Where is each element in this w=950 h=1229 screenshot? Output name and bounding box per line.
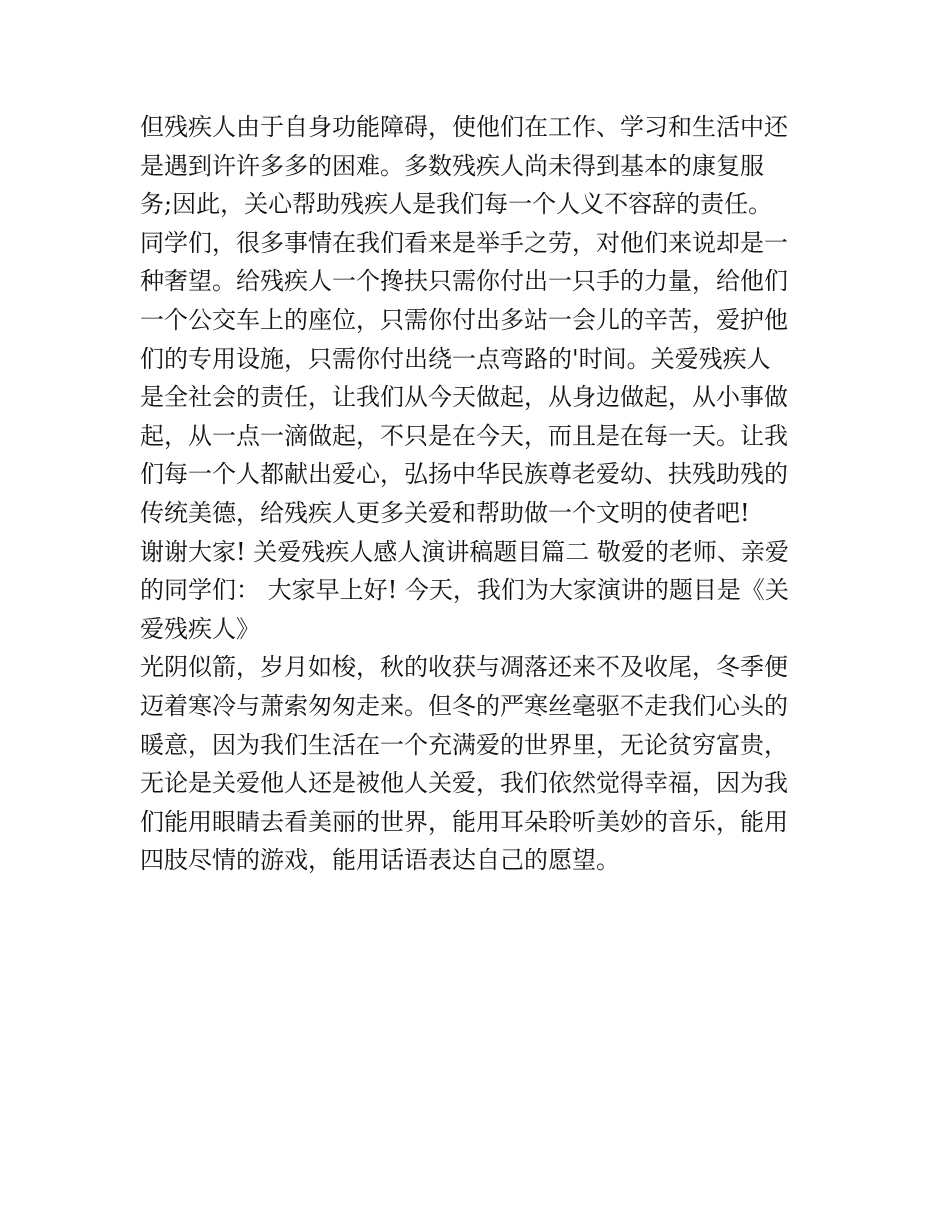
text-line: 一个公交车上的座位，只需你付出多站一会儿的辛苦，爱护他: [140, 305, 788, 334]
text-line: 种奢望。给残疾人一个搀扶只需你付出一只手的力量，给他们: [140, 267, 788, 296]
text-line: 谢谢大家! 关爱残疾人感人演讲稿题目篇二 敬爱的老师、亲爱: [140, 537, 789, 566]
text-line: 四肢尽情的游戏，能用话语表达自己的愿望。: [140, 846, 620, 875]
text-line: 迈着寒冷与萧索匆匆走来。但冬的严寒丝毫驱不走我们心头的: [140, 691, 788, 720]
text-line: 同学们，很多事情在我们看来是举手之劳，对他们来说却是一: [140, 228, 788, 257]
text-line: 务;因此，关心帮助残疾人是我们每一个人义不容辞的责任。: [140, 190, 773, 219]
text-line: 暖意，因为我们生活在一个充满爱的世界里，无论贫穷富贵，: [140, 730, 788, 759]
text-line: 们能用眼睛去看美丽的世界，能用耳朵聆听美妙的音乐，能用: [140, 807, 788, 836]
document-body: [140, 108, 820, 880]
text-line: 起，从一点一滴做起，不只是在今天，而且是在每一天。让我: [140, 421, 788, 450]
text-line: 的同学们： 大家早上好! 今天，我们为大家演讲的题目是《关: [140, 576, 789, 605]
text-line: 是全社会的责任，让我们从今天做起，从身边做起，从小事做: [140, 383, 788, 412]
text-line: 爱残疾人》: [140, 614, 260, 643]
text-line: 无论是关爱他人还是被他人关爱，我们依然觉得幸福，因为我: [140, 769, 788, 798]
text-line: 传统美德，给残疾人更多关爱和帮助做一个文明的使者吧!: [140, 498, 750, 527]
text-line: 们的专用设施，只需你付出绕一点弯路的'时间。关爱残疾人: [140, 344, 771, 373]
text-line: 们每一个人都献出爱心，弘扬中华民族尊老爱幼、扶残助残的: [140, 460, 788, 489]
text-line: 光阴似箭，岁月如梭，秋的收获与凋落还来不及收尾，冬季便: [140, 653, 788, 682]
text-line: 是遇到许许多多的困难。多数残疾人尚未得到基本的康复服: [140, 151, 764, 180]
text-line: 但残疾人由于自身功能障碍，使他们在工作、学习和生活中还: [140, 113, 788, 141]
